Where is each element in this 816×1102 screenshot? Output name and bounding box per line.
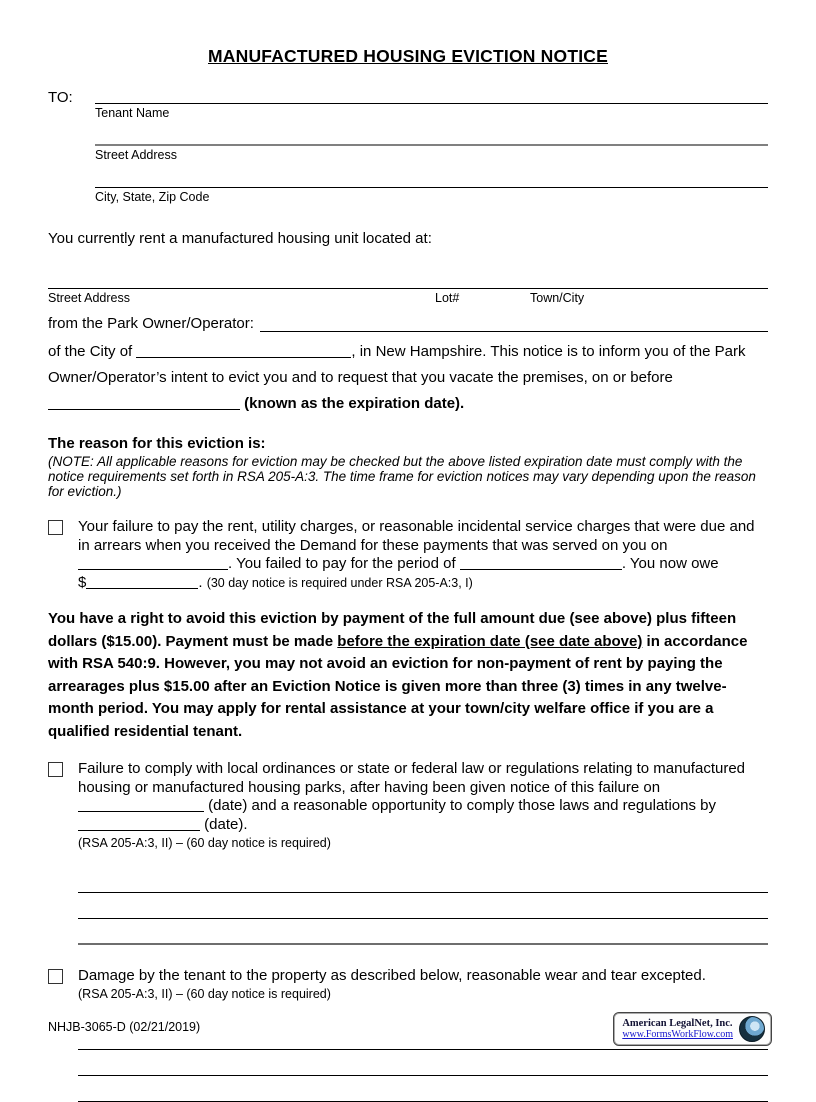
unit-address-field [48, 263, 768, 305]
nonpayment-period: . [198, 573, 203, 591]
nonpayment-checkbox[interactable] [48, 520, 63, 535]
noncompliance-text [78, 760, 768, 853]
reason-damage-row [48, 967, 768, 1004]
detail-line[interactable] [78, 919, 768, 945]
damage-checkbox[interactable] [48, 969, 63, 984]
to-section [48, 87, 768, 213]
park-owner-row [48, 314, 768, 332]
noncompliance-text-1: Failure to comply with local ordinances or state or federal law or regulations relating to manufactured housing or manufactured housing parks, after having been given notice of this failure on [78, 760, 746, 796]
nonpayment-text-1: Your failure to pay the rent, utility charges, or reasonable incidental service charges that were due and in arrears when you received the Demand for these payments that was served on you on [78, 518, 755, 554]
rights-paragraph [48, 608, 770, 743]
tenant-name-label: Tenant Name [95, 106, 170, 120]
unit-lot-label: Lot# [435, 291, 460, 305]
amount-owed-blank[interactable] [86, 576, 198, 589]
tenant-name-input[interactable] [95, 87, 768, 104]
unit-address-input[interactable] [48, 263, 768, 289]
demand-served-date-blank[interactable] [78, 557, 228, 570]
unpaid-period-blank[interactable] [460, 557, 622, 570]
globe-icon [739, 1016, 765, 1042]
reason-nonpayment-row [48, 518, 768, 592]
unit-street-address-label: Street Address [48, 291, 130, 305]
noncompliance-checkbox[interactable] [48, 762, 63, 777]
street-address-field [95, 129, 768, 162]
legalnet-url-link[interactable]: www.FormsWorkFlow.com [622, 1029, 733, 1040]
street-address-label: Street Address [95, 148, 177, 162]
detail-line[interactable] [78, 893, 768, 919]
unit-town-city-label: Town/City [530, 291, 585, 305]
reason-noncompliance-row [48, 760, 768, 853]
park-owner-input[interactable] [260, 314, 768, 332]
city-text-1: of the City of [48, 343, 133, 360]
nonpayment-text [78, 518, 768, 592]
noncompliance-text-2: (date) and a reasonable opportunity to comply those laws and regulations by [208, 797, 716, 814]
detail-line[interactable] [78, 1050, 768, 1076]
city-state-zip-label: City, State, Zip Code [95, 190, 210, 204]
city-name-blank[interactable] [136, 345, 351, 358]
page-title: MANUFACTURED HOUSING EVICTION NOTICE [208, 46, 608, 66]
detail-line[interactable] [78, 867, 768, 893]
damage-text-1: Damage by the tenant to the property as described below, reasonable wear and tear excepted. [78, 966, 706, 984]
noncompliance-citation: (RSA 205-A:3, II) – (60 day notice is required) [78, 836, 331, 850]
nonpayment-citation: (30 day notice is required under RSA 205-A:3, I) [206, 575, 473, 590]
detail-line[interactable] [78, 1076, 768, 1102]
park-owner-label: from the Park Owner/Operator: [48, 315, 254, 332]
page-footer [48, 1012, 772, 1046]
noncompliance-text-3: (date). [204, 815, 248, 833]
legalnet-logo [613, 1012, 772, 1046]
nonpayment-text-2: . You failed to pay for the period of [228, 555, 456, 572]
damage-text [78, 967, 768, 1004]
rights-underlined-text: before the expiration date (see date above) [337, 632, 643, 650]
reason-note: (NOTE: All applicable reasons for eviction may be checked but the above listed expiration date must comply with the notice requirements set forth in RSA 205-A:3. The time frame for eviction notices may vary depending upon the reason for eviction.) [48, 454, 756, 499]
city-state-zip-field [95, 171, 768, 204]
to-label: TO: [48, 89, 73, 106]
comply-by-date-blank[interactable] [78, 818, 200, 831]
rights-text-1: You have a right to avoid this eviction by payment of the full amount due (see above) plus fifteen dollars ($15.00). Payment must be made [48, 610, 737, 650]
city-paragraph [48, 339, 768, 417]
damage-citation: (RSA 205-A:3, II) – (60 day notice is required) [78, 987, 331, 1001]
rights-text-2: in accordance with RSA 540:9. However, you may not avoid an eviction for non-payment of rent by paying the arrearages plus $15.00 after an Eviction Notice is given more than three (3) times in any twelve-month period. You may apply for rental assistance at your town/city welfare office if you are a qualified residential tenant. [48, 632, 748, 740]
legalnet-name: American LegalNet, Inc. [622, 1018, 733, 1029]
expiration-date-bold-text: (known as the expiration date). [244, 395, 465, 412]
rent-intro-text: You currently rent a manufactured housing unit located at: [48, 230, 432, 247]
tenant-name-field [95, 87, 768, 120]
noncompliance-detail-lines [78, 867, 768, 945]
dollar-sign: $ [78, 573, 87, 591]
city-state-zip-input[interactable] [95, 171, 768, 188]
reason-heading: The reason for this eviction is: [48, 435, 266, 452]
expiration-date-blank[interactable] [48, 397, 240, 410]
failure-notice-date-blank[interactable] [78, 799, 204, 812]
city-text-2: , in New Hampshire. This notice is to inform you of the Park Owner/Operator’s intent to evict you and to request that you vacate the premises, on or before [48, 343, 746, 386]
nonpayment-text-3: . You now owe [621, 555, 719, 572]
street-address-input[interactable] [95, 129, 768, 146]
form-number: NHJB-3065-D (02/21/2019) [48, 1020, 201, 1034]
